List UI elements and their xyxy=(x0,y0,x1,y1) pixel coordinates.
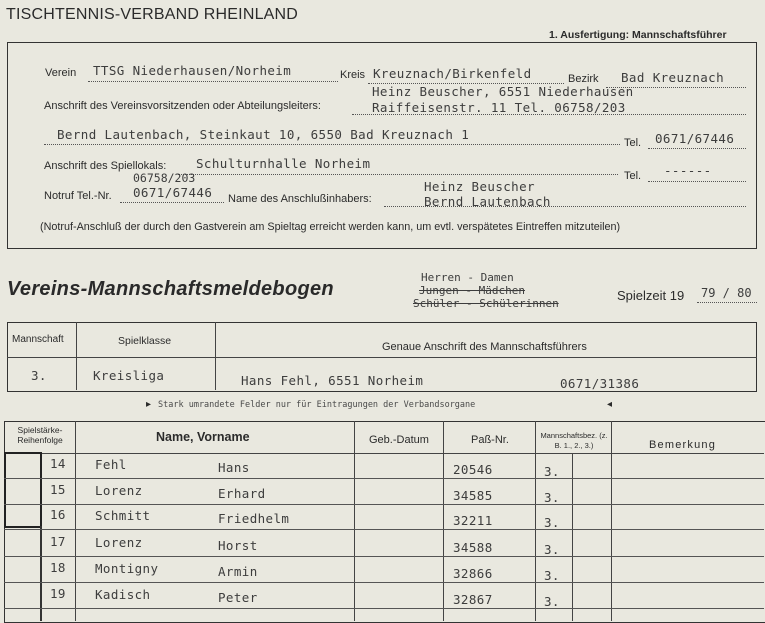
team-designation: 3. xyxy=(544,464,560,479)
notruf-value-1: 06758/203 xyxy=(133,171,196,185)
copy-label: 1. Ausfertigung: Mannschaftsführer xyxy=(549,29,727,41)
team-header-mannschaft: Mannschaft xyxy=(12,334,64,345)
option-schueler: Schüler - Schülerinnen xyxy=(413,297,559,310)
header-reihenfolge: Spielstärke-Reihenfolge xyxy=(17,425,63,445)
spielzeit-value: 79 / 80 xyxy=(701,286,752,300)
table-row xyxy=(4,452,764,478)
notice-arrow-right: ◂ xyxy=(607,399,613,410)
table-row-divider xyxy=(4,608,764,609)
team-designation: 3. xyxy=(544,542,560,557)
inhaber-value-2: Bernd Lautenbach xyxy=(424,194,551,209)
row-number: 14 xyxy=(50,456,66,471)
spiellokal-value: Schulturnhalle Norheim xyxy=(196,156,371,171)
row-number: 15 xyxy=(50,482,66,497)
pass-number: 32867 xyxy=(453,592,493,607)
table-row xyxy=(4,556,764,582)
spiellokal-label: Anschrift des Spiellokals: xyxy=(44,160,167,172)
team-mannschaft-value: 3. xyxy=(31,368,47,383)
notice-arrow-left: ▸ xyxy=(146,399,152,410)
table-row xyxy=(4,503,764,529)
pass-number: 32866 xyxy=(453,566,493,581)
player-first-name: Hans xyxy=(218,460,250,475)
player-last-name: Schmitt xyxy=(95,508,151,523)
notruf-value-2: 0671/67446 xyxy=(133,185,213,200)
pass-number: 32211 xyxy=(453,513,493,528)
bezirk-label: Bezirk xyxy=(568,73,599,85)
tel-label: Tel. xyxy=(624,137,642,149)
pass-number: 34585 xyxy=(453,488,493,503)
row-number: 18 xyxy=(50,560,66,575)
pass-number: 34588 xyxy=(453,540,493,555)
player-last-name: Kadisch xyxy=(95,587,151,602)
header-name: Name, Vorname xyxy=(156,430,250,444)
player-first-name: Peter xyxy=(218,590,258,605)
player-last-name: Lorenz xyxy=(95,535,143,550)
option-jungen-maedchen: Jungen - Mädchen xyxy=(419,284,525,297)
row-number: 17 xyxy=(50,534,66,549)
verband-notice: Stark umrandete Felder nur für Eintragungen der Verbandsorgane xyxy=(158,400,476,410)
team-spielklasse-value: Kreisliga xyxy=(93,368,165,383)
spielzeit-label: Spielzeit 19 xyxy=(617,288,685,303)
kreis-value: Kreuznach/Birkenfeld xyxy=(373,66,532,81)
team-tel-value: 0671/31386 xyxy=(560,376,640,391)
row-number: 19 xyxy=(50,586,66,601)
table-row xyxy=(4,478,764,504)
inhaber-label: Name des Anschlußinhabers: xyxy=(228,193,372,205)
table-row xyxy=(4,582,764,608)
verein-label: Verein xyxy=(45,67,77,79)
player-first-name: Erhard xyxy=(218,486,266,501)
header-pass: Paß-Nr. xyxy=(471,434,509,446)
inhaber-value-1: Heinz Beuscher xyxy=(424,179,535,194)
anschrift-line-3: Bernd Lautenbach, Steinkaut 10, 6550 Bad Kreuznach 1 xyxy=(57,127,470,142)
pass-number: 20546 xyxy=(453,462,493,477)
player-last-name: Lorenz xyxy=(95,483,143,498)
player-last-name: Fehl xyxy=(95,457,127,472)
player-first-name: Friedhelm xyxy=(218,511,290,526)
organization-title: TISCHTENNIS-VERBAND RHEINLAND xyxy=(6,6,299,23)
row-number: 16 xyxy=(50,507,66,522)
kreis-label: Kreis xyxy=(340,69,366,81)
anschrift-label: Anschrift des Vereinsvorsitzenden oder Abteilungsleiters: xyxy=(44,100,321,112)
anschrift-line-1: Heinz Beuscher, 6551 Niederhausen xyxy=(372,84,634,99)
team-designation: 3. xyxy=(544,515,560,530)
tel2-value: ------ xyxy=(664,163,712,178)
player-first-name: Armin xyxy=(218,564,258,579)
bezirk-value: Bad Kreuznach xyxy=(621,70,725,85)
tel-value: 0671/67446 xyxy=(655,131,735,146)
verein-value: TTSG Niederhausen/Norheim xyxy=(93,63,292,78)
header-geb: Geb.-Datum xyxy=(369,434,429,446)
team-header-anschrift: Genaue Anschrift des Mannschaftsführers xyxy=(382,341,587,353)
team-anschrift-value: Hans Fehl, 6551 Norheim xyxy=(241,373,424,388)
player-last-name: Montigny xyxy=(95,561,159,576)
tel2-label: Tel. xyxy=(624,170,642,182)
team-designation: 3. xyxy=(544,594,560,609)
notruf-label: Notruf Tel.-Nr. xyxy=(44,190,112,202)
team-designation: 3. xyxy=(544,490,560,505)
notruf-note: (Notruf-Anschluß der durch den Gastverein am Spieltag erreicht werden kann, um evtl. verspätetes Eintreffen mitzuteilen) xyxy=(40,221,621,233)
header-mannschaft: Mannschaftsbez. (z. B. 1., 2., 3.) xyxy=(540,431,608,450)
table-row xyxy=(4,530,764,556)
option-herren-damen: Herren - Damen xyxy=(421,271,514,284)
team-designation: 3. xyxy=(544,568,560,583)
header-bemerkung: Bemerkung xyxy=(649,439,717,451)
team-header-spielklasse: Spielklasse xyxy=(118,335,172,347)
form-title: Vereins-Mannschaftsmeldebogen xyxy=(7,278,334,300)
anschrift-line-2: Raiffeisenstr. 11 Tel. 06758/203 xyxy=(372,100,626,115)
player-first-name: Horst xyxy=(218,538,258,553)
